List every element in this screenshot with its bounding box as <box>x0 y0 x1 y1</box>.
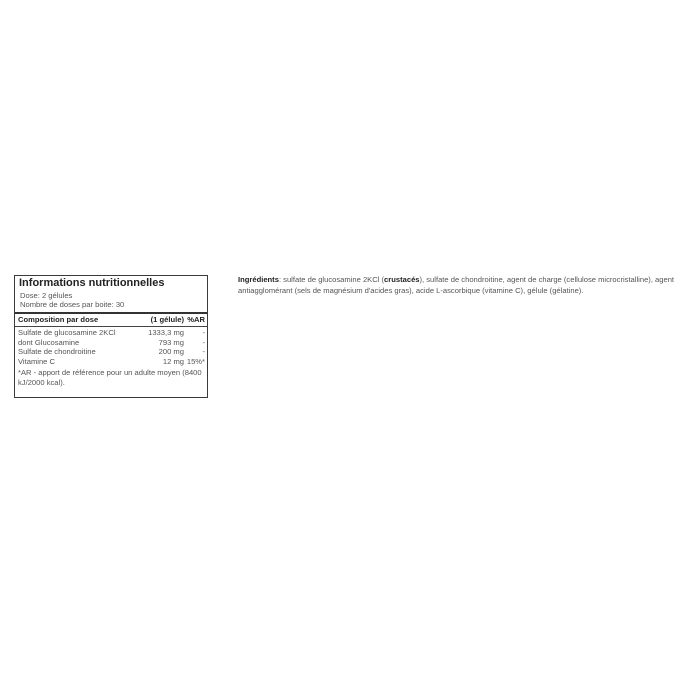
table-row <box>18 347 205 357</box>
ingredient-quantity: 793 mg <box>158 337 184 347</box>
composition-table <box>18 315 205 367</box>
ingredients-label: Ingrédients <box>238 275 279 284</box>
column-header-quantity: (1 gélule) <box>150 315 184 325</box>
column-header-composition: Composition par dose <box>18 315 99 325</box>
ingredient-name: Vitamine C <box>18 356 56 366</box>
dose-line: Dose: 2 gélules <box>20 290 73 300</box>
ingredients-text-part2: ), sulfate de chondroitine, agent de charge (cellulose microcristalline), agent antiagglomérant (sels de magnésium d'acides gras), acide L-ascorbique (vitamine C), gélule (gélatine). <box>238 275 675 296</box>
allergen-highlight: crustacés <box>384 275 420 284</box>
column-header-ar: %AR <box>187 315 205 325</box>
ingredient-quantity: 1333,3 mg <box>148 327 184 337</box>
ingredient-quantity: 200 mg <box>158 347 184 357</box>
ingredient-ar: - <box>202 347 205 357</box>
ingredients-text-part1: : sulfate de glucosamine 2KCl ( <box>278 275 385 284</box>
ingredient-ar: 15%* <box>186 356 205 366</box>
ingredient-name: Sulfate de glucosamine 2KCl <box>18 327 116 337</box>
ingredient-ar: - <box>202 327 205 337</box>
divider-thin <box>15 326 207 327</box>
ingredients-paragraph <box>238 274 685 297</box>
nutrition-title: Informations nutritionnelles <box>19 277 165 289</box>
ingredient-name: dont Glucosamine <box>18 337 80 347</box>
table-row <box>18 338 205 348</box>
doses-per-box-line: Nombre de doses par boite: 30 <box>20 300 125 310</box>
ingredient-quantity: 12 mg <box>162 356 184 366</box>
composition-header-row <box>18 315 205 325</box>
reference-footnote: *AR - apport de référence pour un adulte moyen (8400 kJ/2000 kcal). <box>18 367 202 387</box>
divider-thick <box>15 312 207 314</box>
ingredient-name: Sulfate de chondroitine <box>18 347 96 357</box>
nutrition-facts-box <box>14 275 208 398</box>
table-row <box>18 328 205 338</box>
ingredient-ar: - <box>202 337 205 347</box>
table-row <box>18 357 205 367</box>
